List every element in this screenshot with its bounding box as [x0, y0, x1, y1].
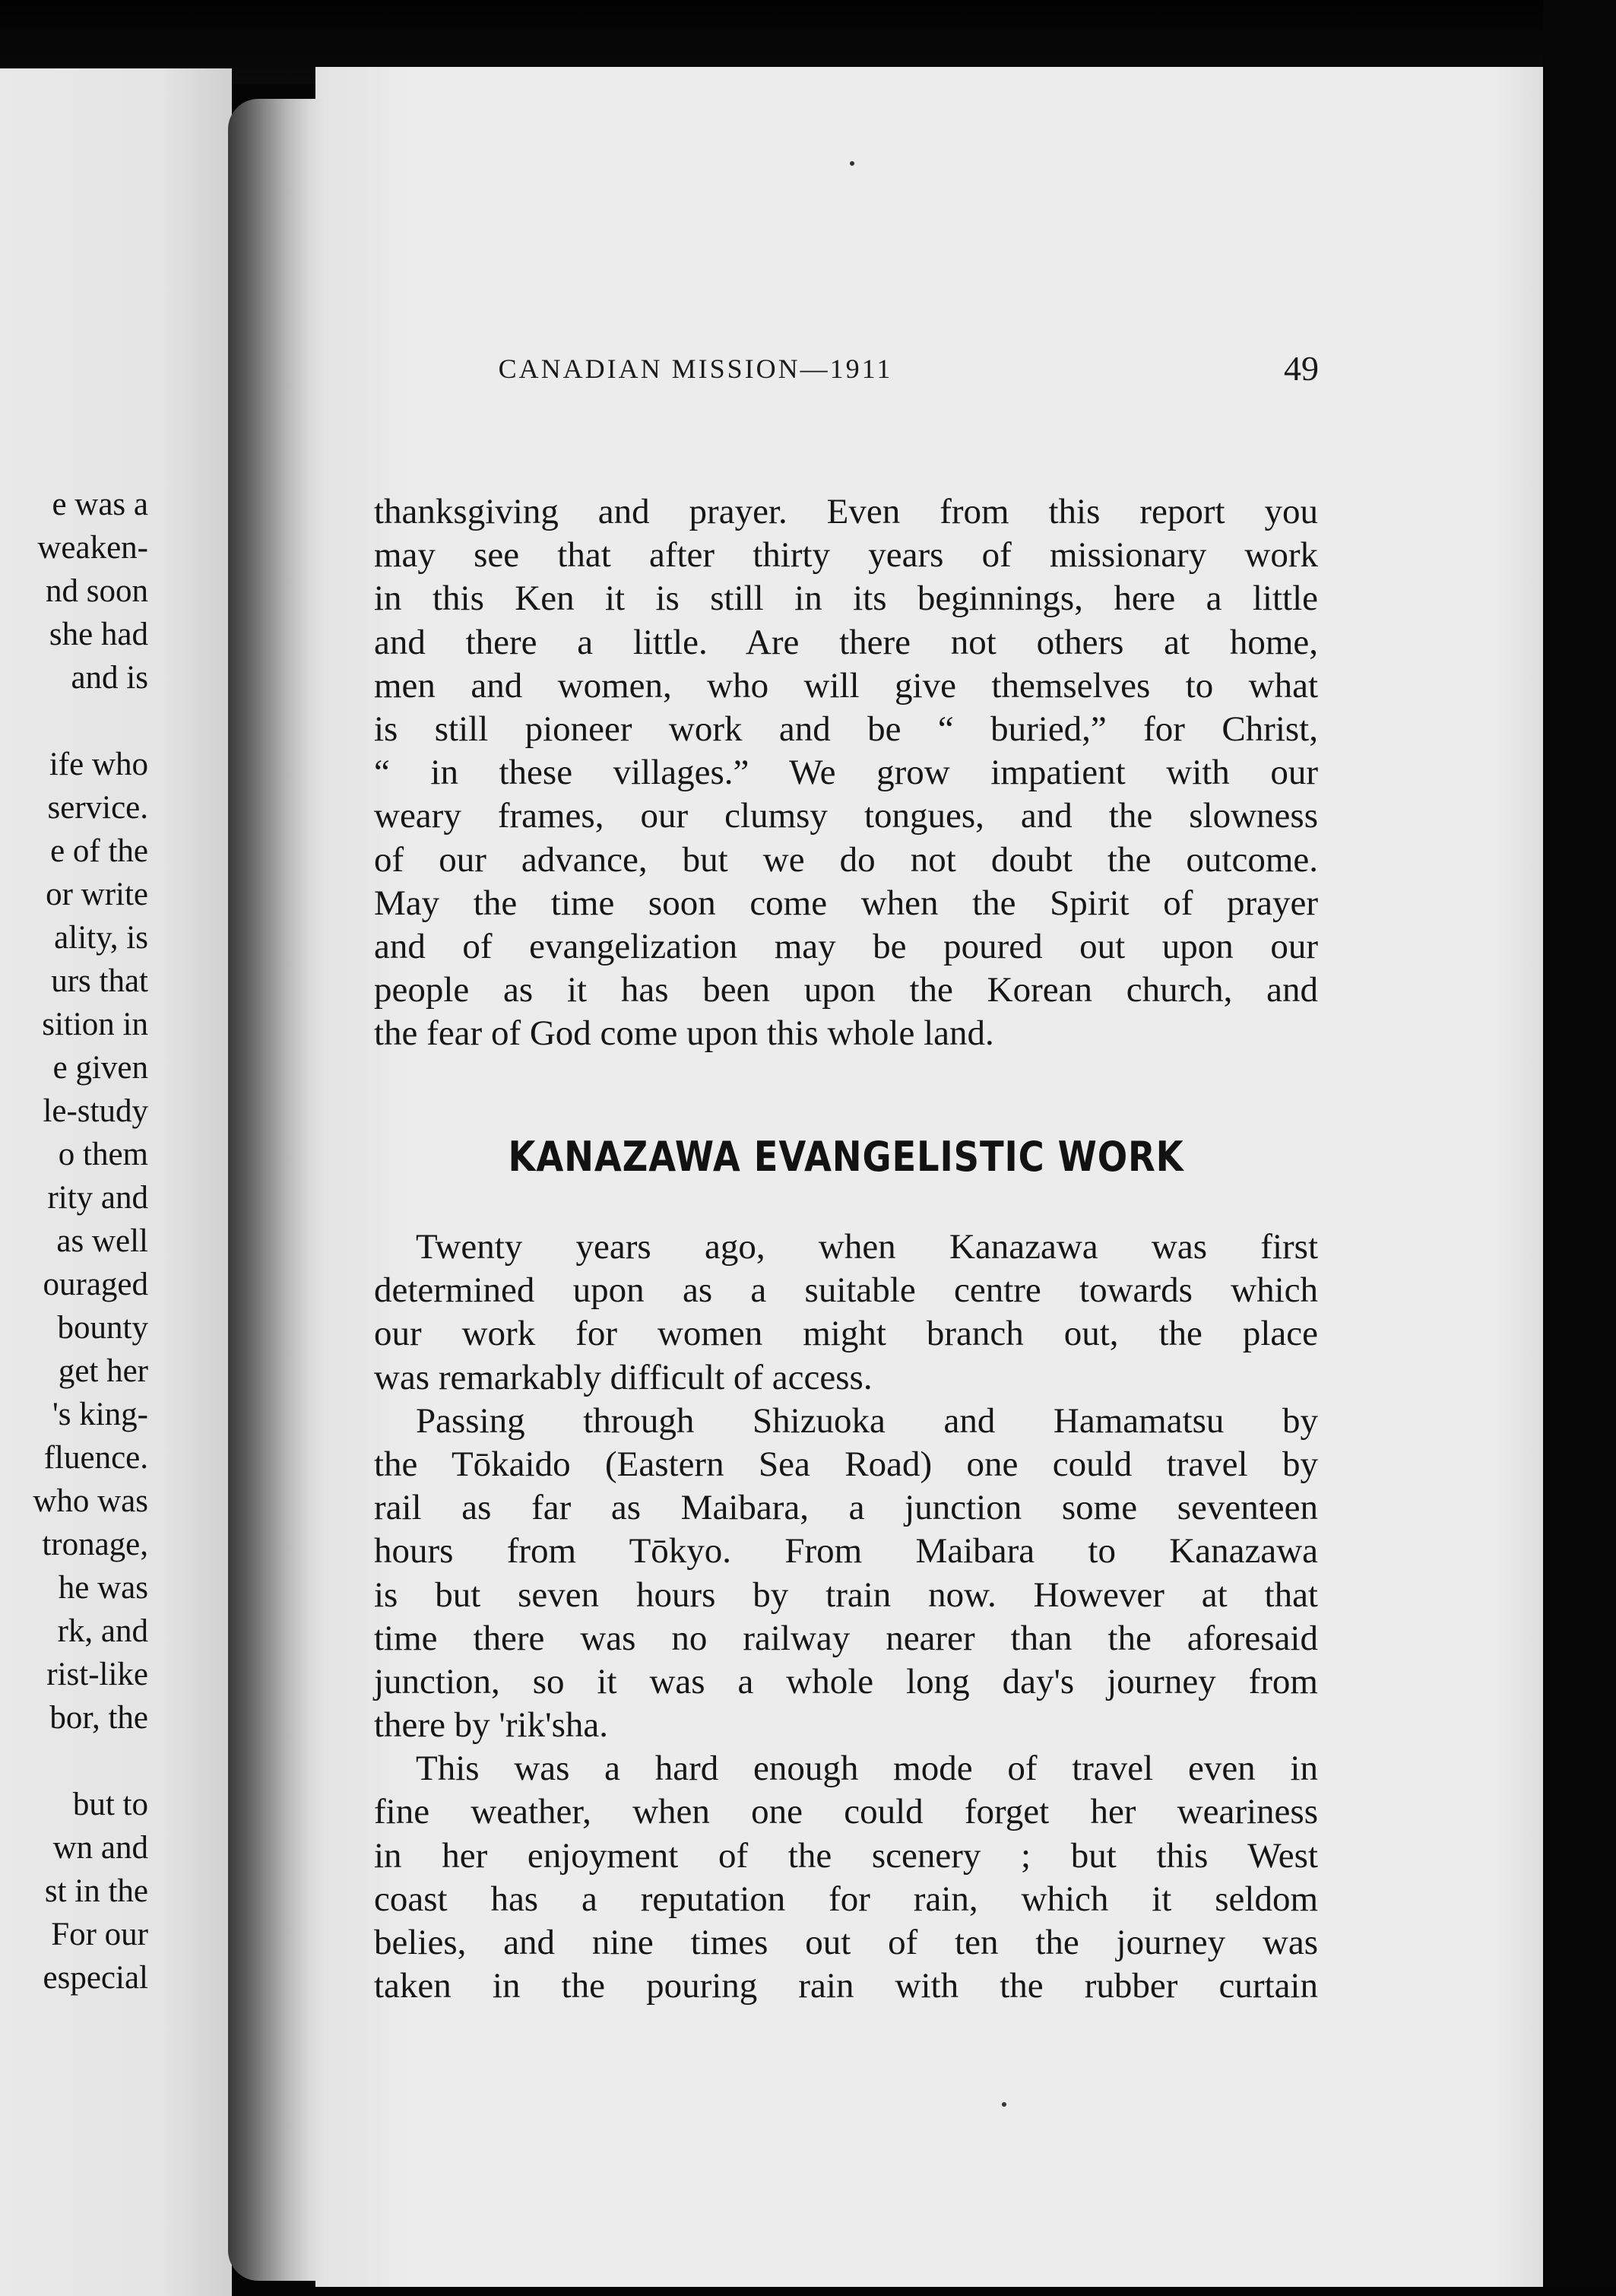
left-page-line: ife who: [49, 747, 148, 782]
left-page-line: ality, is: [54, 920, 148, 956]
left-page-line: e of the: [50, 833, 148, 869]
section-heading: KANAZAWA EVANGELISTIC WORK: [508, 1133, 1184, 1181]
left-page-line: urs that: [51, 963, 148, 999]
left-page-line: 's king-: [52, 1397, 148, 1432]
text-line: Passing through Shizuoka and Hamamatsu by: [416, 1400, 1318, 1441]
left-page-line: o them: [58, 1137, 148, 1172]
text-line: weary frames, our clumsy tongues, and the slowness: [374, 796, 1318, 836]
left-page: [0, 68, 232, 2296]
left-page-line: especial: [43, 1960, 148, 1996]
text-line: belies, and nine times out of ten the journey was: [374, 1923, 1318, 1962]
text-line: and there a little. Are there not others at home,: [374, 622, 1318, 662]
left-page-line: wn and: [52, 1830, 148, 1866]
scan-speck: [1002, 2102, 1006, 2107]
left-page-line: rist-like: [46, 1657, 148, 1692]
text-line: May the time soon come when the Spirit of prayer: [374, 883, 1318, 923]
text-line: fine weather, when one could forget her weariness: [374, 1792, 1318, 1832]
scan-background-right: [1543, 0, 1616, 2287]
text-line: hours from Tōkyo. From Maibara to Kanazawa: [374, 1531, 1318, 1571]
book-gutter-shadow: [228, 99, 327, 2281]
text-line: in this Ken it is still in its beginnings, here a little: [374, 579, 1318, 619]
left-page-line: rk, and: [57, 1613, 148, 1649]
left-page-line: sition in: [42, 1007, 148, 1042]
text-line: is still pioneer work and be “ buried,” for Christ,: [374, 709, 1318, 749]
left-page-line: e was a: [52, 487, 148, 522]
text-line: junction, so it was a whole long day's journey from: [374, 1661, 1318, 1701]
text-line: determined upon as a suitable centre towards which: [374, 1270, 1318, 1311]
left-page-line: e given: [52, 1050, 148, 1086]
text-line: taken in the pouring rain with the rubber curtain: [374, 1966, 1318, 2006]
text-line: coast has a reputation for rain, which it seldom: [374, 1879, 1318, 1919]
left-page-line: For our: [51, 1917, 148, 1952]
left-page-line: le-study: [43, 1093, 148, 1129]
left-page-line: bounty: [57, 1310, 148, 1346]
left-page-line: nd soon: [46, 573, 148, 609]
left-page-line: [33, 1739, 148, 1783]
running-head: [300, 342, 1319, 395]
text-line: was remarkably difficult of access.: [374, 1357, 873, 1397]
text-line: and of evangelization may be poured out upon our: [374, 926, 1318, 966]
left-page-line: [33, 699, 148, 743]
left-page-line: weaken-: [37, 530, 148, 566]
text-line: of our advance, but we do not doubt the outcome.: [374, 839, 1318, 880]
text-line: time there was no railway nearer than the aforesaid: [374, 1618, 1318, 1658]
scan-speck: [850, 161, 854, 166]
left-page-line: or write: [46, 877, 148, 912]
left-page-line: and is: [71, 660, 148, 696]
left-page-line: she had: [49, 617, 148, 652]
left-page-line: st in the: [44, 1873, 148, 1909]
text-line: in her enjoyment of the scenery ; but this West: [374, 1835, 1318, 1876]
left-page-line: bor, the: [49, 1700, 148, 1736]
left-page-text-fragments: [33, 483, 148, 1999]
left-page-line: ouraged: [43, 1267, 148, 1302]
left-page-line: service.: [47, 790, 148, 826]
text-line: Twenty years ago, when Kanazawa was first: [416, 1227, 1318, 1267]
text-line: is but seven hours by train now. However at that: [374, 1575, 1318, 1615]
left-page-line: get her: [58, 1353, 148, 1389]
text-line: thanksgiving and prayer. Even from this report you: [374, 492, 1318, 531]
text-line: our work for women might branch out, the place: [374, 1314, 1318, 1354]
text-line: there by 'rik'sha.: [374, 1705, 608, 1746]
text-line: “ in these villages.” We grow impatient with our: [374, 753, 1318, 793]
paragraph-continuation: [374, 490, 1318, 1055]
page-number: 49: [1284, 349, 1319, 388]
text-line: may see that after thirty years of missionary work: [374, 535, 1318, 576]
left-page-line: who was: [33, 1483, 148, 1519]
left-page-line: he was: [58, 1570, 148, 1606]
left-page-line: as well: [56, 1223, 148, 1259]
left-page-line: tronage,: [42, 1527, 148, 1562]
text-line: people as it has been upon the Korean church, and: [374, 970, 1318, 1010]
text-line: the fear of God come upon this whole land.: [374, 1013, 994, 1054]
text-line: rail as far as Maibara, a junction some seventeen: [374, 1488, 1318, 1528]
left-page-line: but to: [72, 1787, 148, 1822]
left-page-line: fluence.: [43, 1440, 148, 1476]
section-body: [374, 1226, 1318, 2008]
running-title: CANADIAN MISSION—1911: [498, 354, 893, 384]
text-line: the Tōkaido (Eastern Sea Road) one could travel by: [374, 1444, 1318, 1484]
left-page-line: rity and: [47, 1180, 148, 1216]
text-line: This was a hard enough mode of travel even in: [416, 1749, 1318, 1789]
text-line: men and women, who will give themselves to what: [374, 665, 1318, 706]
